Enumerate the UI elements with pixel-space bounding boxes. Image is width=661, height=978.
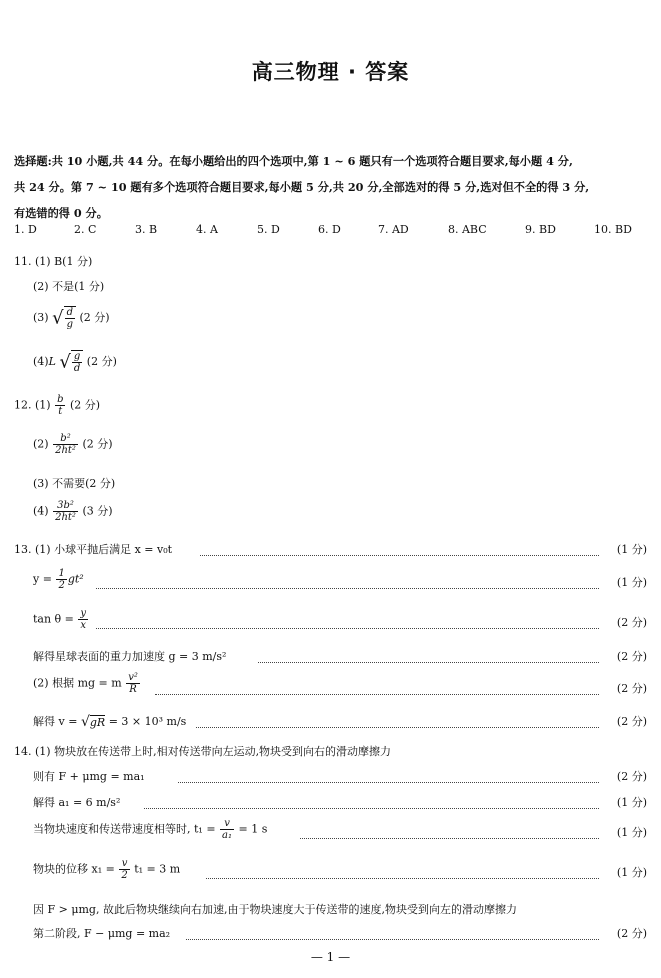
score: (2 分) xyxy=(616,927,647,940)
score: (1 分) xyxy=(616,866,647,879)
q13-line-1: 13. (1) 小球平抛后满足 x = v₀t (1 分) xyxy=(14,543,647,556)
leader-dots xyxy=(96,574,599,589)
fraction: $\frac{b}{t}$ xyxy=(57,394,64,417)
answer-4: 4. A xyxy=(196,223,218,236)
leader-dots xyxy=(206,864,599,879)
q12-line-2: (2) $\frac{\text{b²}}{\text{2ht²}}$ (2 分) xyxy=(33,433,113,456)
q14-line-2: 则有 F + μmg = ma₁ (2 分) xyxy=(33,770,647,783)
answer-9: 9. BD xyxy=(525,223,556,236)
page-number: — 1 — xyxy=(310,950,351,964)
score: (2 分) xyxy=(616,682,647,695)
q11-line-1: 11. (1) B(1 分) xyxy=(14,255,93,268)
page-title: 高三物理 · 答案 xyxy=(251,60,410,84)
choice-answers-row xyxy=(14,223,654,243)
q13-line-2: y = $\frac{1}{2}$ gt² (1 分) xyxy=(33,568,647,591)
fraction: $\frac{\text{v²}}{R}$ xyxy=(128,672,138,695)
fraction: $\frac{y}{x}$ xyxy=(80,608,87,631)
leader-dots xyxy=(300,824,599,839)
sqrt-expression: √gR xyxy=(80,714,106,730)
fraction: $\frac{\text{3b²}}{\text{2ht²}}$ xyxy=(55,500,76,523)
q11-line-2: (2) 不是(1 分) xyxy=(33,280,105,293)
answer-7: 7. AD xyxy=(378,223,409,236)
leader-dots xyxy=(155,680,599,695)
fraction: $\frac{v}{\text{a₁}}$ xyxy=(222,818,233,841)
leader-dots xyxy=(96,614,599,629)
q14-line-3: 解得 a₁ = 6 m/s² (1 分) xyxy=(33,796,647,809)
instructions-line: 选择题:共 10 小题,共 44 分。在每小题给出的四个选项中,第 1 ~ 6 题只有一个选项符合题目要求,每小题 4 分, xyxy=(14,154,573,168)
q11-line-4: (4)L √ $\frac{g}{d}$ (2 分) xyxy=(33,351,117,374)
q13-line-5: (2) 根据 mg = m $\frac{\text{v²}}{R}$ (2 分) xyxy=(33,672,647,695)
answer-1: 1. D xyxy=(14,223,37,236)
instructions-line: 有选错的得 0 分。 xyxy=(14,206,108,220)
score: (2 分) xyxy=(616,770,647,783)
q14-line-4: 当物块速度和传送带速度相等时, t₁ = $\frac{v}{\text{a₁}}$ = 1 s (1 分) xyxy=(33,818,647,841)
q13-line-3: tan θ = $\frac{y}{x}$ (2 分) xyxy=(33,608,647,631)
score: (1 分) xyxy=(616,543,647,556)
answer-3: 3. B xyxy=(135,223,158,236)
q11-line-3: (3) √ $\frac{d}{g}$ (2 分) xyxy=(33,307,110,330)
fraction: $\frac{v}{2}$ xyxy=(121,858,128,881)
q12-line-3: (3) 不需要(2 分) xyxy=(33,477,116,490)
answer-6: 6. D xyxy=(318,223,341,236)
leader-dots xyxy=(200,541,599,556)
q14-line-7: 第二阶段, F − μmg = ma₂ (2 分) xyxy=(33,927,647,940)
q14-line-6: 因 F > μmg, 故此后物块继续向右加速,由于物块速度大于传送带的速度,物块受到向左的滑动摩擦力 xyxy=(33,903,517,916)
score: (2 分) xyxy=(616,616,647,629)
score: (1 分) xyxy=(616,826,647,839)
q13-line-6: 解得 v = √gR = 3 × 10³ m/s (2 分) xyxy=(33,714,647,730)
q12-line-1: 12. (1) $\frac{b}{t}$ (2 分) xyxy=(14,394,101,417)
answer-2: 2. C xyxy=(74,223,97,236)
leader-dots xyxy=(178,768,599,783)
sqrt-expression: √ $\frac{d}{g}$ xyxy=(52,306,76,330)
answer-5: 5. D xyxy=(257,223,280,236)
leader-dots xyxy=(258,648,599,663)
fraction: $\frac{\text{b²}}{\text{2ht²}}$ xyxy=(55,433,76,456)
leader-dots xyxy=(144,794,599,809)
fraction: $\frac{1}{2}$ xyxy=(58,568,65,591)
answer-10: 10. BD xyxy=(594,223,632,236)
score: (1 分) xyxy=(616,576,647,589)
leader-dots xyxy=(186,925,599,940)
score: (2 分) xyxy=(616,715,647,728)
q13-line-4: 解得星球表面的重力加速度 g = 3 m/s² (2 分) xyxy=(33,650,647,663)
q14-line-5: 物块的位移 x₁ = $\frac{v}{2}$ t₁ = 3 m (1 分) xyxy=(33,858,647,881)
instructions xyxy=(14,148,654,226)
leader-dots xyxy=(196,713,599,728)
sqrt-expression: √ $\frac{g}{d}$ xyxy=(59,350,83,374)
q14-line-1: 14. (1) 物块放在传送带上时,相对传送带向左运动,物块受到向右的滑动摩擦力 xyxy=(14,745,392,758)
q12-line-4: (4) $\frac{\text{3b²}}{\text{2ht²}}$ (3 分) xyxy=(33,500,113,523)
instructions-line: 共 24 分。第 7 ~ 10 题有多个选项符合题目要求,每小题 5 分,共 20 分,全部选对的得 5 分,选对但不全的得 3 分, xyxy=(14,180,590,194)
score: (1 分) xyxy=(616,796,647,809)
score: (2 分) xyxy=(616,650,647,663)
answer-8: 8. ABC xyxy=(448,223,487,236)
